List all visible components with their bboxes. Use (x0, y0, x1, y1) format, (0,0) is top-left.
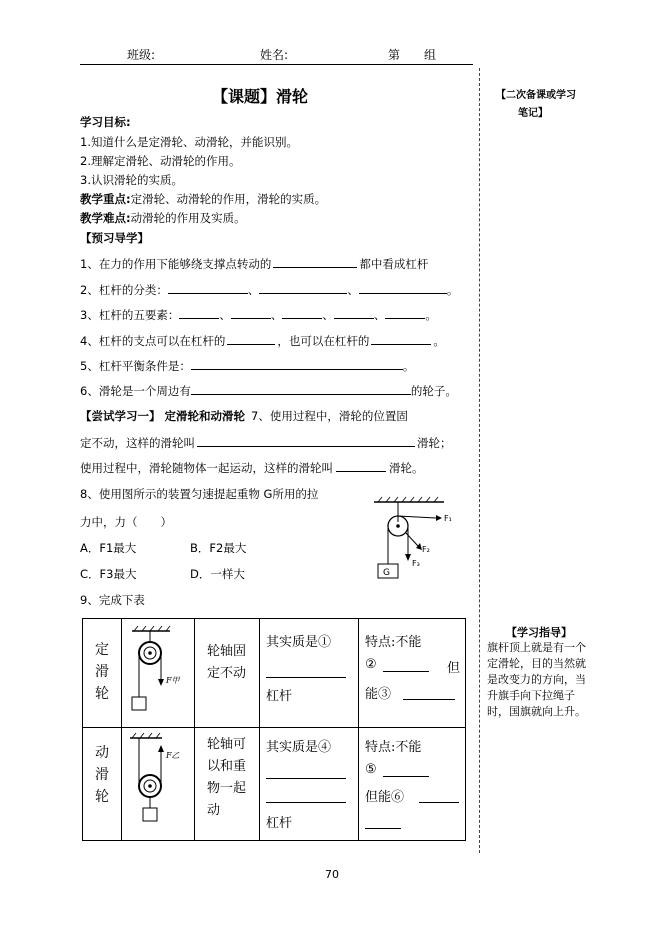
key-point-label: 教学重点: (80, 192, 131, 206)
objective-item: 1.知道什么是定滑轮、动滑轮，并能识别。 (80, 135, 298, 149)
period: 。 (402, 359, 415, 373)
table-row (83, 728, 466, 841)
answer-blank[interactable] (419, 802, 459, 803)
q5-text: 5、杠杆平衡条件是： (80, 359, 191, 373)
objectives-heading: 学习目标: (80, 115, 131, 129)
movable-pulley-figure-cell (122, 728, 195, 841)
option-c[interactable]: C．F3最大 (80, 567, 137, 581)
option-d[interactable]: D．一样大 (190, 567, 245, 581)
question-7-line-3 (80, 459, 424, 476)
margin-divider (479, 68, 480, 853)
answer-blank[interactable] (383, 776, 429, 777)
preview-heading: 【预习导学】 (80, 231, 149, 245)
essence-tail: 杠杆 (266, 689, 293, 704)
answer-blank[interactable] (403, 699, 455, 700)
fixed-pulley-icon (122, 619, 194, 724)
q7-tail: 滑轮； (417, 436, 452, 450)
row-name-cell (83, 619, 122, 728)
feature-marker: ⑤ (365, 762, 377, 777)
weight-label: G (383, 568, 390, 578)
answer-blank[interactable] (336, 459, 386, 472)
answer-blank[interactable] (179, 306, 219, 319)
feature-cell (359, 728, 466, 841)
guide-text: 旗杆顶上就是有一个定滑轮，目的当然就是改变力的方向，当升旗手向下拉绳子时，国旗就向上升。 (487, 641, 586, 718)
feature-text: 特点:不能 (365, 635, 422, 650)
difficulty-text: 动滑轮的作用及实质。 (130, 211, 246, 225)
page-number: 70 (325, 868, 339, 881)
answer-blank[interactable] (191, 357, 403, 370)
essence-text: 其实质是① (266, 635, 332, 650)
period: 。 (425, 308, 437, 322)
separator: 、 (270, 308, 283, 322)
separator: 、 (247, 283, 260, 297)
difficulty-label: 教学难点: (80, 211, 131, 225)
answer-blank[interactable] (191, 382, 411, 395)
pulley-figure (370, 496, 460, 580)
q1-text: 1、在力的作用下能够绕支撑点转动的 (80, 257, 272, 271)
question-4 (80, 332, 445, 349)
essence-cell (260, 619, 359, 728)
answer-blank[interactable] (334, 306, 374, 319)
answer-blank[interactable] (282, 306, 322, 319)
table-row (83, 619, 466, 728)
force-label-f3: F₃ (412, 559, 420, 568)
q7-tail: 滑轮。 (389, 461, 424, 475)
header-rule (80, 64, 473, 65)
question-6 (80, 382, 457, 399)
row-name: 定滑轮 (95, 642, 109, 702)
q7-text: 使用过程中，滑轮随物体一起运动，这样的滑轮叫 (80, 461, 333, 475)
question-5 (80, 357, 414, 374)
answer-blank[interactable] (231, 306, 271, 319)
axle-cell (195, 728, 260, 841)
attempt-heading: 【尝试学习一】 定滑轮和动滑轮 (80, 409, 246, 423)
option-b[interactable]: B．F2最大 (190, 541, 247, 555)
difficulty (80, 210, 246, 226)
q1-tail: 都中看成杠杆 (359, 257, 429, 271)
axle-text: 轮轴可以和重物一起动 (207, 737, 247, 818)
q3-text: 3、杠杆的五要素： (80, 308, 180, 322)
answer-blank[interactable] (383, 671, 429, 672)
question-8-line-2: 力中，力（ ） (80, 515, 172, 529)
separator: 、 (347, 283, 359, 297)
guide-heading: 【学习指导】 (506, 626, 572, 639)
answer-blank[interactable] (365, 828, 401, 829)
key-point (80, 191, 326, 207)
feature-marker: ② (365, 657, 377, 672)
answer-blank[interactable] (227, 332, 275, 345)
separator: 、 (322, 308, 334, 322)
answer-blank[interactable] (266, 802, 346, 803)
feature-can: 能③ (365, 687, 392, 702)
question-7-line-2 (80, 434, 452, 451)
axle-cell (195, 619, 260, 728)
feature-text: 特点:不能 (365, 740, 422, 755)
separator: 、 (219, 308, 231, 322)
answer-blank[interactable] (371, 332, 431, 345)
q4-text: 4、杠杆的支点可以在杠杆的 (80, 334, 226, 348)
objective-item: 2.理解定滑轮、动滑轮的作用。 (80, 154, 241, 168)
question-7-line-1 (80, 408, 408, 424)
fixed-pulley-figure-cell (122, 619, 195, 728)
page-title: 【课题】滑轮 (212, 87, 309, 106)
force-label: F甲 (166, 676, 180, 685)
notes-heading-tail: 笔记】 (518, 108, 548, 119)
answer-blank[interactable] (266, 677, 346, 678)
row-name-cell (83, 728, 122, 841)
feature-can: 但能⑥ (365, 790, 405, 805)
axle-text: 轮轴固定不动 (207, 644, 247, 681)
feature-cell (359, 619, 466, 728)
answer-blank[interactable] (259, 281, 347, 294)
notes-heading: 【二次备课或学习 (496, 90, 576, 101)
question-1 (80, 255, 428, 272)
feature-but: 但 (447, 661, 461, 676)
question-9: 9、完成下表 (80, 593, 145, 607)
essence-cell (260, 728, 359, 841)
period: 。 (446, 283, 459, 297)
force-label-f1: F₁ (444, 514, 452, 523)
group-label: 第 组 (388, 48, 437, 62)
pulley-table (82, 618, 466, 841)
q2-text: 2、杠杆的分类： (80, 283, 168, 297)
answer-blank[interactable] (273, 255, 357, 268)
essence-text: 其实质是④ (266, 740, 332, 755)
option-a[interactable]: A．F1最大 (80, 541, 137, 555)
q6-tail: 的轮子。 (410, 384, 457, 398)
question-2 (80, 281, 458, 298)
name-label: 姓名: (260, 48, 289, 62)
answer-blank[interactable] (385, 306, 425, 319)
key-point-text: 定滑轮、动滑轮的作用，滑轮的实质。 (130, 192, 327, 206)
q4-mid: ，也可以在杠杆的 (277, 334, 370, 348)
question-8-line-1: 8、使用图所示的装置匀速提起重物 G所用的拉 (80, 487, 319, 501)
answer-blank[interactable] (168, 281, 248, 294)
movable-pulley-icon (122, 728, 194, 837)
question-3 (80, 306, 437, 323)
separator: 、 (373, 308, 386, 322)
q7-text: 定不动，这样的滑轮叫 (80, 436, 195, 450)
force-label-f2: F₂ (422, 545, 430, 554)
answer-blank[interactable] (197, 434, 415, 447)
q7-text: 7、使用过程中，滑轮的位置固 (251, 409, 408, 423)
q6-text: 6、滑轮是一个周边有 (80, 384, 191, 398)
force-label: F乙 (166, 751, 180, 760)
answer-blank[interactable] (266, 778, 346, 779)
essence-tail: 杠杆 (266, 816, 293, 831)
objective-item: 3.认识滑轮的实质。 (80, 173, 183, 187)
row-name: 动滑轮 (95, 745, 109, 805)
class-label: 班级: (127, 48, 156, 62)
answer-blank[interactable] (359, 281, 447, 294)
period: 。 (433, 334, 445, 348)
